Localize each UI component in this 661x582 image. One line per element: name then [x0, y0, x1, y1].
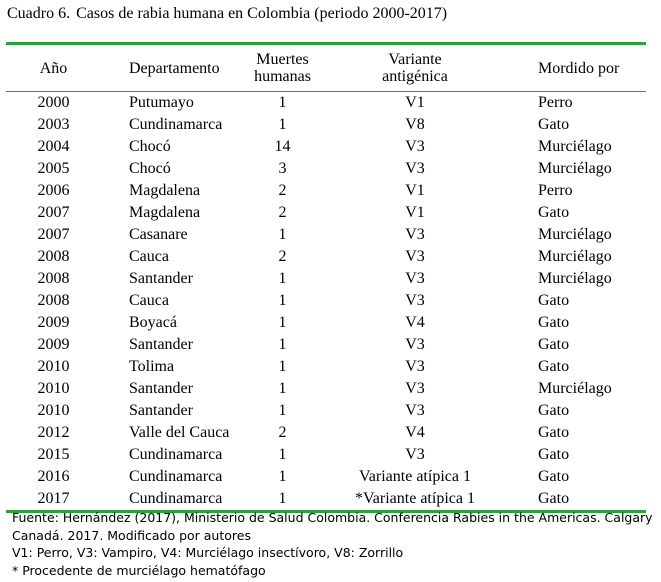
cell-bitten-by: Gato [538, 424, 570, 441]
cell-antigenic-variant: V3 [405, 270, 425, 287]
header-human-deaths-line1: Muertes [256, 51, 309, 68]
cell-antigenic-variant: V8 [405, 116, 425, 133]
table-row [6, 114, 646, 136]
cell-year: 2010 [37, 380, 70, 397]
table-row [6, 356, 646, 378]
cell-year: 2017 [6, 488, 101, 512]
table-row [6, 224, 646, 246]
cell-bitten-by: Murciélago [538, 380, 612, 397]
cell-department: Tolima [129, 358, 175, 375]
cell-human-deaths: 2 [278, 424, 287, 441]
cell-bitten-by: Gato [538, 204, 570, 221]
cell-human-deaths: 1 [278, 402, 287, 419]
table-row [6, 488, 646, 512]
cell-human-deaths: 1 [278, 336, 287, 353]
cell-human-deaths: 1 [278, 94, 287, 111]
header-antigenic-variant [339, 44, 491, 92]
cell-department: Cundinamarca [101, 488, 226, 512]
cell-human-deaths: 1 [278, 270, 287, 287]
header-department: Departamento [101, 44, 226, 92]
cell-year: 2016 [37, 468, 70, 485]
cell-human-deaths: 1 [278, 446, 287, 463]
cell-antigenic-variant: V4 [405, 424, 425, 441]
cell-department: Cauca [129, 248, 169, 265]
cell-bitten-by: Gato [538, 116, 570, 133]
table-row [6, 268, 646, 290]
table-caption [7, 5, 447, 23]
table-body [6, 92, 646, 512]
cell-department: Cundinamarca [129, 446, 223, 463]
cell-department: Boyacá [129, 314, 177, 331]
cell-department: Magdalena [129, 204, 201, 221]
cell-bitten-by: Murciélago [538, 226, 612, 243]
cell-department: Cundinamarca [129, 116, 223, 133]
cell-human-deaths: 1 [278, 292, 287, 309]
cell-year: 2004 [37, 138, 70, 155]
cell-antigenic-variant: Variante atípica 1 [359, 468, 471, 485]
cell-year: 2012 [37, 424, 70, 441]
cell-bitten-by: Perro [538, 182, 573, 199]
cell-year: 2006 [37, 182, 70, 199]
cell-human-deaths: 14 [274, 138, 291, 155]
cell-department: Cauca [129, 292, 169, 309]
cell-human-deaths: 2 [278, 248, 287, 265]
cell-human-deaths: 1 [278, 380, 287, 397]
cell-antigenic-variant: *Variante atípica 1 [339, 488, 491, 512]
cell-antigenic-variant: V3 [405, 292, 425, 309]
cell-department: Chocó [129, 138, 171, 155]
cell-department: Santander [129, 402, 193, 419]
header-human-deaths-line2: humanas [254, 68, 311, 85]
cell-human-deaths: 1 [278, 358, 287, 375]
cell-department: Casanare [129, 226, 188, 243]
cell-department: Chocó [129, 160, 171, 177]
cell-antigenic-variant: V3 [405, 446, 425, 463]
cell-year: 2005 [37, 160, 70, 177]
cell-bitten-by: Gato [538, 468, 570, 485]
cell-bitten-by: Perro [538, 94, 573, 111]
cell-bitten-by: Murciélago [538, 248, 612, 265]
cell-human-deaths: 1 [278, 226, 287, 243]
table-row [6, 92, 646, 115]
table-row [6, 202, 646, 224]
table-row [6, 246, 646, 268]
table-header [6, 44, 646, 92]
cell-department: Santander [129, 270, 193, 287]
cell-year: 2009 [37, 336, 70, 353]
cell-year: 2008 [37, 270, 70, 287]
cell-human-deaths: 2 [278, 182, 287, 199]
cell-department: Santander [129, 380, 193, 397]
cell-antigenic-variant: V3 [405, 336, 425, 353]
cell-antigenic-variant: V1 [405, 94, 425, 111]
cell-year: 2010 [37, 358, 70, 375]
table-row [6, 334, 646, 356]
footnote: * Procedente de murciélago hematófago [12, 562, 266, 578]
header-year: Año [6, 44, 101, 92]
cell-bitten-by: Murciélago [538, 160, 612, 177]
cell-antigenic-variant: V3 [405, 380, 425, 397]
rabies-cases-table-wrapper [6, 42, 646, 513]
cell-antigenic-variant: V3 [405, 358, 425, 375]
table-row [6, 136, 646, 158]
table-row [6, 378, 646, 400]
cell-year: 2008 [37, 248, 70, 265]
source-note-line2: Canadá. 2017. Modificado por autores [12, 527, 251, 543]
cell-bitten-by: Murciélago [538, 270, 612, 287]
cell-year: 2007 [37, 226, 70, 243]
cell-department: Magdalena [129, 182, 201, 199]
cell-bitten-by: Gato [538, 358, 570, 375]
table-notes [12, 509, 652, 579]
table-row [6, 400, 646, 422]
header-human-deaths [226, 44, 339, 92]
cell-department: Santander [129, 336, 193, 353]
cell-antigenic-variant: V3 [405, 160, 425, 177]
cell-bitten-by: Gato [538, 402, 570, 419]
table-row [6, 466, 646, 488]
cell-antigenic-variant: V4 [405, 314, 425, 331]
cell-human-deaths: 2 [278, 204, 287, 221]
cell-antigenic-variant: V1 [405, 182, 425, 199]
cell-human-deaths: 3 [278, 160, 287, 177]
header-bitten-by: Mordido por [491, 44, 646, 92]
caption-label: Cuadro 6. [7, 5, 71, 22]
table-row [6, 180, 646, 202]
cell-antigenic-variant: V3 [405, 138, 425, 155]
cell-department: Cundinamarca [129, 468, 223, 485]
cell-human-deaths: 1 [278, 314, 287, 331]
table-row [6, 290, 646, 312]
cell-department: Valle del Cauca [129, 424, 230, 441]
cell-bitten-by: Gato [538, 446, 570, 463]
header-antigenic-variant-line1: Variante [388, 51, 442, 68]
cell-year: 2015 [37, 446, 70, 463]
cell-antigenic-variant: V3 [405, 226, 425, 243]
cell-year: 2009 [37, 314, 70, 331]
cell-bitten-by: Murciélago [538, 138, 612, 155]
source-note-line1: Fuente: Hernández (2017), Ministerio de Salud Colombia. Conferencia Rabies in the Americas. Calgary [12, 510, 653, 525]
cell-bitten-by: Gato [538, 292, 570, 309]
caption-title: Casos de rabia humana en Colombia (periodo 2000-2017) [76, 5, 448, 22]
rabies-cases-table [6, 42, 646, 513]
cell-bitten-by: Gato [538, 314, 570, 331]
cell-antigenic-variant: V3 [405, 248, 425, 265]
cell-year: 2010 [37, 402, 70, 419]
table-row [6, 312, 646, 334]
cell-year: 2007 [37, 204, 70, 221]
header-antigenic-variant-line2: antigénica [382, 68, 448, 85]
cell-human-deaths: 1 [226, 488, 339, 512]
cell-bitten-by: Gato [491, 488, 646, 512]
cell-bitten-by: Gato [538, 336, 570, 353]
cell-human-deaths: 1 [278, 116, 287, 133]
table-row [6, 422, 646, 444]
table-row [6, 444, 646, 466]
cell-antigenic-variant: V3 [405, 402, 425, 419]
cell-year: 2003 [37, 116, 70, 133]
header-row [6, 44, 646, 92]
variant-legend: V1: Perro, V3: Vampiro, V4: Murciélago insectívoro, V8: Zorrillo [12, 545, 404, 560]
cell-department: Putumayo [129, 94, 194, 111]
cell-year: 2000 [37, 94, 70, 111]
cell-antigenic-variant: V1 [405, 204, 425, 221]
table-row [6, 158, 646, 180]
cell-human-deaths: 1 [278, 468, 287, 485]
cell-year: 2008 [37, 292, 70, 309]
